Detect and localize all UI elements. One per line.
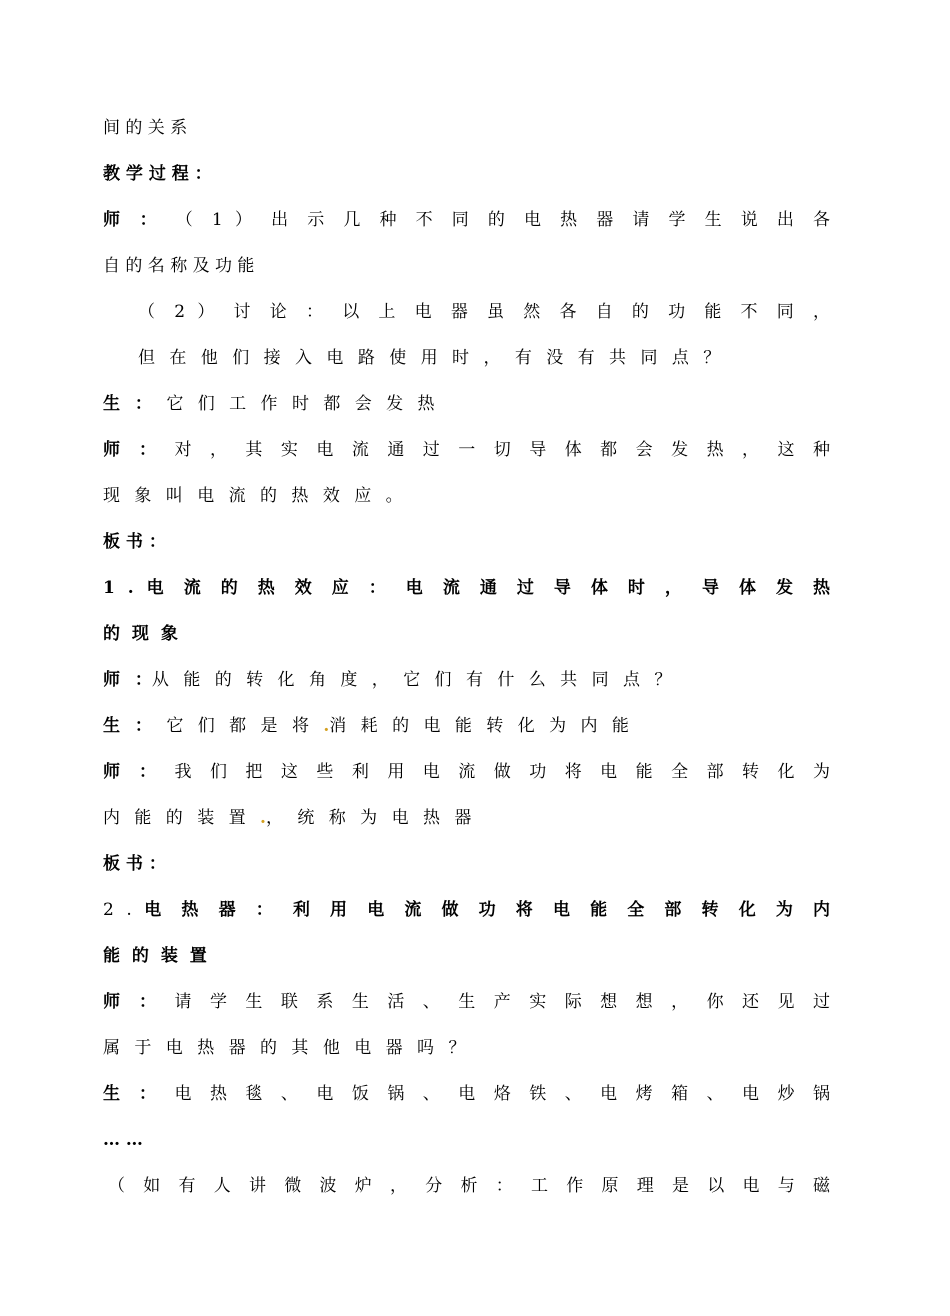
board-item-1: 1 . 电 流 的 热 效 应 ： 电 流 通 过 导 体 时 ， 导 体 发 热: [103, 578, 830, 598]
text-line-21: 属 于 电 热 器 的 其 他 电 器 吗 ？: [103, 1038, 466, 1058]
text-line-16: 内 能 的 装 置 .， 统 称 为 电 热 器: [103, 808, 472, 828]
heading-board-1: 板 书 ：: [103, 532, 166, 552]
text-line-4: 自 的 名 称 及 功 能: [103, 256, 255, 276]
speaker-label: 师 ：: [103, 992, 163, 1012]
text-line-9: 现 象 叫 电 流 的 热 效 应 。: [103, 486, 403, 506]
text-line-5: （ 2 ） 讨 论 ： 以 上 电 器 虽 然 各 自 的 功 能 不 同 ，: [138, 302, 830, 322]
text-line-24: （ 如 有 人 讲 微 波 炉 ， 分 析 ： 工 作 原 理 是 以 电 与 磁: [108, 1176, 830, 1196]
board-item-2: 2 . 电 热 器 ： 利 用 电 流 做 功 将 电 能 全 部 转 化 为 内: [103, 900, 831, 920]
text-line-6: 但 在 他 们 接 入 电 路 使 用 时 ， 有 没 有 共 同 点 ？: [138, 348, 721, 368]
ellipsis-line: … …: [103, 1130, 143, 1150]
text-line-14: 生 ： 它 们 都 是 将 .消 耗 的 电 能 转 化 为 内 能: [103, 716, 629, 736]
speaker-label: 生 ：: [103, 716, 152, 736]
text-line-7: 生 ： 它 们 工 作 时 都 会 发 热: [103, 394, 435, 414]
text-line-3: 师 ： （ 1 ） 出 示 几 种 不 同 的 电 热 器 请 学 生 说 出 各: [103, 210, 830, 230]
speaker-label: 师 ：: [103, 440, 163, 460]
text-line-15: 师 ： 我 们 把 这 些 利 用 电 流 做 功 将 电 能 全 部 转 化 为: [103, 762, 831, 782]
speaker-label: 生 ：: [103, 394, 152, 414]
text-line-13: 师 ：从 能 的 转 化 角 度 ， 它 们 有 什 么 共 同 点 ？: [103, 670, 672, 690]
text-line-20: 师 ： 请 学 生 联 系 生 活 、 生 产 实 际 想 想 ， 你 还 见 过: [103, 992, 831, 1012]
speaker-label: 师 ：: [103, 670, 152, 690]
highlight-dot: .: [323, 716, 330, 736]
highlight-dot: .: [260, 808, 266, 828]
heading-teaching-process: 教 学 过 程 ：: [103, 164, 212, 184]
text-line-8: 师 ： 对 ， 其 实 电 流 通 过 一 切 导 体 都 会 发 热 ， 这 种: [103, 440, 831, 460]
text-line-22: 生 ： 电 热 毯 、 电 饭 锅 、 电 烙 铁 、 电 烤 箱 、 电 炒 锅: [103, 1084, 831, 1104]
text-line-1: 间 的 关 系: [103, 118, 188, 138]
board-item-1-cont: 的 现 象: [103, 624, 178, 644]
speaker-label: 生 ：: [103, 1084, 163, 1104]
speaker-label: 师 ：: [103, 762, 163, 782]
board-item-2-cont: 能 的 装 置: [103, 946, 207, 966]
speaker-label: 师 ：: [103, 210, 164, 230]
heading-board-2: 板 书 ：: [103, 854, 166, 874]
